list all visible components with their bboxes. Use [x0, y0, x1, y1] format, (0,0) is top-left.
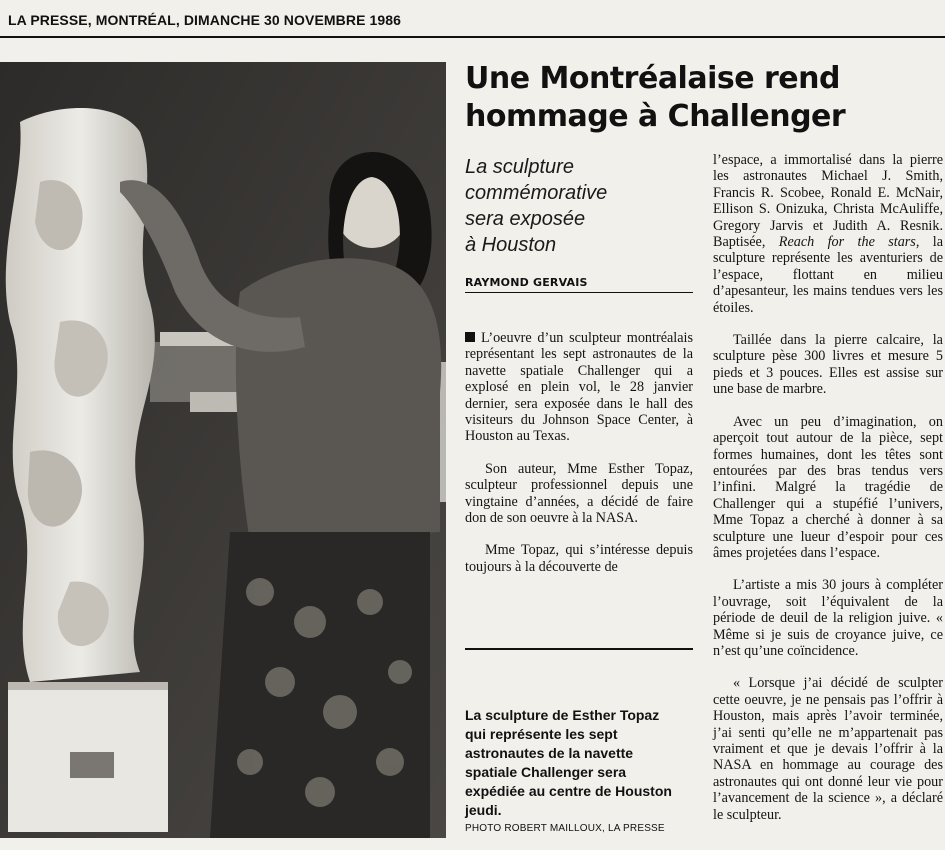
subheadline — [465, 154, 665, 258]
article-column-1 — [465, 330, 693, 591]
caption-line: jeudi. — [465, 802, 502, 818]
headline-line-2: hommage à Challenger — [465, 99, 846, 134]
caption-line: expédiée au centre de Houston — [465, 783, 672, 799]
bullet-square-icon — [465, 332, 475, 342]
paragraph: Mme Topaz, qui s’intéresse depuis toujours à la découverte de — [465, 542, 693, 575]
byline-rule — [465, 292, 693, 293]
caption-line: La sculpture de Esther Topaz — [465, 707, 660, 723]
paragraph — [465, 330, 693, 445]
photo-sculpture-and-artist — [0, 62, 446, 838]
paragraph: Avec un peu d’imagination, on aperçoit tout autour de la pièce, sept formes humaines, dont les têtes sont entourées par des bras tendus vers l’infini. Malgré la tragédie de Challenger qui a stupéfié l’univers, Mme Topaz a cherché à donner à sa sculpture une lueur d’espoir pour ces âmes projetées dans l’espace. — [713, 413, 943, 561]
caption-line: qui représente les sept — [465, 726, 618, 742]
subhead-line-4: à Houston — [465, 234, 557, 256]
subhead-line-3: sera exposée — [465, 208, 586, 230]
paragraph: Son auteur, Mme Esther Topaz, sculpteur professionnel depuis une vingtaine d’années, a décidé de faire don de son oeuvre à la NASA. — [465, 460, 693, 527]
photo-credit: PHOTO ROBERT MAILLOUX, LA PRESSE — [465, 823, 665, 834]
caption-line: astronautes de la navette — [465, 745, 634, 761]
subhead-line-1: La sculpture — [465, 156, 574, 178]
top-rule — [0, 36, 945, 38]
subhead-line-2: commémorative — [465, 182, 608, 204]
article-photo — [0, 62, 446, 838]
sculpture-title: Reach for the stars — [778, 234, 916, 251]
paragraph-text: , la sculpture représente les aventuriers de l’espace, flottant en milieu d’apesanteur, les mains tendues vers les étoiles. — [713, 234, 944, 316]
paragraph-text: L’oeuvre d’un sculpteur montréalais représentant les sept astronautes de la navette spatiale Challenger qui a explosé en plein vol, le 28 janvier dernier, sera exposée dans le hall des visiteurs du Johnson Space Center, à Houston au Texas. — [465, 330, 693, 445]
caption-line: spatiale Challenger sera — [465, 764, 627, 780]
paragraph: Taillée dans la pierre calcaire, la sculpture pèse 300 livres et mesure 5 pieds et 3 pouces. Elles est assise sur une base de marbre. — [713, 332, 943, 398]
paragraph-text: l’espace, a immortalisé dans la pierre les astronautes Michael J. Smith, Francis R. Scobee, Ronald E. McNair, Ellison S. Onizuka, Christa McAuliffe, Gregory Jarvis et Judith A. Resnik. Baptisée, — [713, 152, 943, 251]
paragraph: « Lorsque j’ai décidé de sculpter cette oeuvre, je ne pensais pas l’offrir à Houston, mais après l’avoir terminée, j’ai senti qu’elle ne m’appartenait pas vraiment et que je devais l’offrir à la NASA en hommage au courage des astronautes qui ont donné leur vie pour l’avancement de la science », a déclaré le sculpteur. — [713, 675, 943, 823]
byline: RAYMOND GERVAIS — [465, 276, 588, 289]
caption-rule — [465, 648, 693, 650]
headline-line-1: Une Montréalaise rend — [465, 61, 840, 96]
photo-caption — [465, 706, 695, 820]
article-column-2 — [713, 152, 943, 839]
masthead-dateline: LA PRESSE, MONTRÉAL, DIMANCHE 30 NOVEMBRE 1986 — [8, 12, 402, 28]
paragraph — [713, 152, 943, 316]
headline — [465, 60, 940, 136]
paragraph: L’artiste a mis 30 jours à compléter l’ouvrage, soit l’équivalent de la période de deuil de la religion juive. « Même si je suis de croyance juive, ce n’est qu’une coïncidence. — [713, 577, 943, 659]
